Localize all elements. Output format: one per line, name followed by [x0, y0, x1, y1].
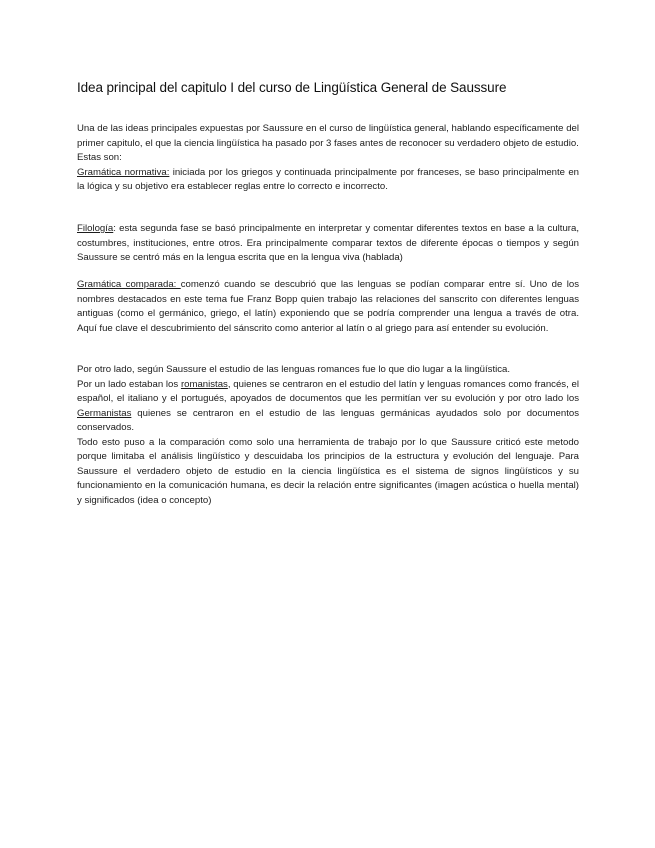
filologia-section [77, 222, 579, 266]
filologia-paragraph [77, 222, 579, 266]
normativa-term: Gramática normativa: [77, 166, 170, 178]
phases-lead-in: Estas son: [77, 152, 122, 163]
otro-lado-line: Por otro lado, según Saussure el estudio de las lenguas romances fue lo que dio lugar a la lingüística. [77, 364, 511, 375]
p2-before: Por un lado estaban los [77, 378, 181, 390]
normativa-text: iniciada por los griegos y continuada principalmente por franceses, se baso principalmente en la lógica y su objetivo era establecer reglas entre lo correcto e incorrecto. [77, 166, 579, 192]
filologia-text: : esta segunda fase se basó principalmente en interpretar y comentar diferentes textos en base a la cultura, costumbres, instituciones, entre otros. Era principalmente comparar textos de diferente épocas o tiempos y según Saussure se centró más en la lengua escrita que en la lengua viva (hablada) [77, 223, 579, 263]
romanistas-term: romanistas [180, 378, 228, 390]
intro-paragraph: Una de las ideas principales expuestas por Saussure en el curso de lingüística general, hablando específicamente del primer capitulo, el que la ciencia lingüística ha pasado por 3 fases antes de reconocer su verdadero objeto de estudio. [77, 123, 579, 149]
normativa-paragraph [77, 166, 579, 195]
conclusion-paragraph: Todo esto puso a la comparación como solo una herramienta de trabajo por lo que Saussure criticó este metodo porque limitaba el análisis lingüístico y descuidaba los principios de la estructura y evolución del lenguaje. Para Saussure el verdadero objeto de estudio en la ciencia lingüística es el sistema de signos lingüísticos y su funcionamiento en la comunicación humana, es decir la relación entre significantes (imagen acústica o huella mental) y significados (idea o concepto) [77, 436, 579, 506]
p2-middle: , quienes se centraron en el estudio del latín y lenguas romances como francés, el español, el italiano y el portugués, apoyados de documentos que les permitían ver su evolución y por otro lado los [77, 378, 579, 404]
comparada-text: comenzó cuando se descubrió que las lenguas se podían comparar entre sí. Uno de los nombres destacados en este tema fue Franz Bopp quien trabajo las relaciones del sanscrito con diferentes lenguas antiguas (como el germánico, griego, el latín) exponiendo que se podría comprender una lengua a través de otra. Aquí fue clave el descubrimiento del sánscrito como anterior al latín o al griego para así entender su evolución. [77, 279, 579, 334]
filologia-term: Filología [77, 223, 114, 234]
comparada-term: Gramática comparada: [77, 279, 181, 290]
romanistas-germanistas-paragraph [77, 378, 579, 436]
intro-section [77, 122, 579, 195]
comparada-section [77, 278, 579, 336]
otro-lado-section [77, 363, 579, 508]
germanistas-term: Germanistas [77, 407, 132, 419]
comparada-paragraph [77, 278, 579, 336]
p2-after: quienes se centraron en el estudio de las lenguas germánicas ayudados solo por documentos conservados. [77, 407, 579, 433]
page-title: Idea principal del capitulo I del curso de Lingüística General de Saussure [77, 80, 507, 95]
